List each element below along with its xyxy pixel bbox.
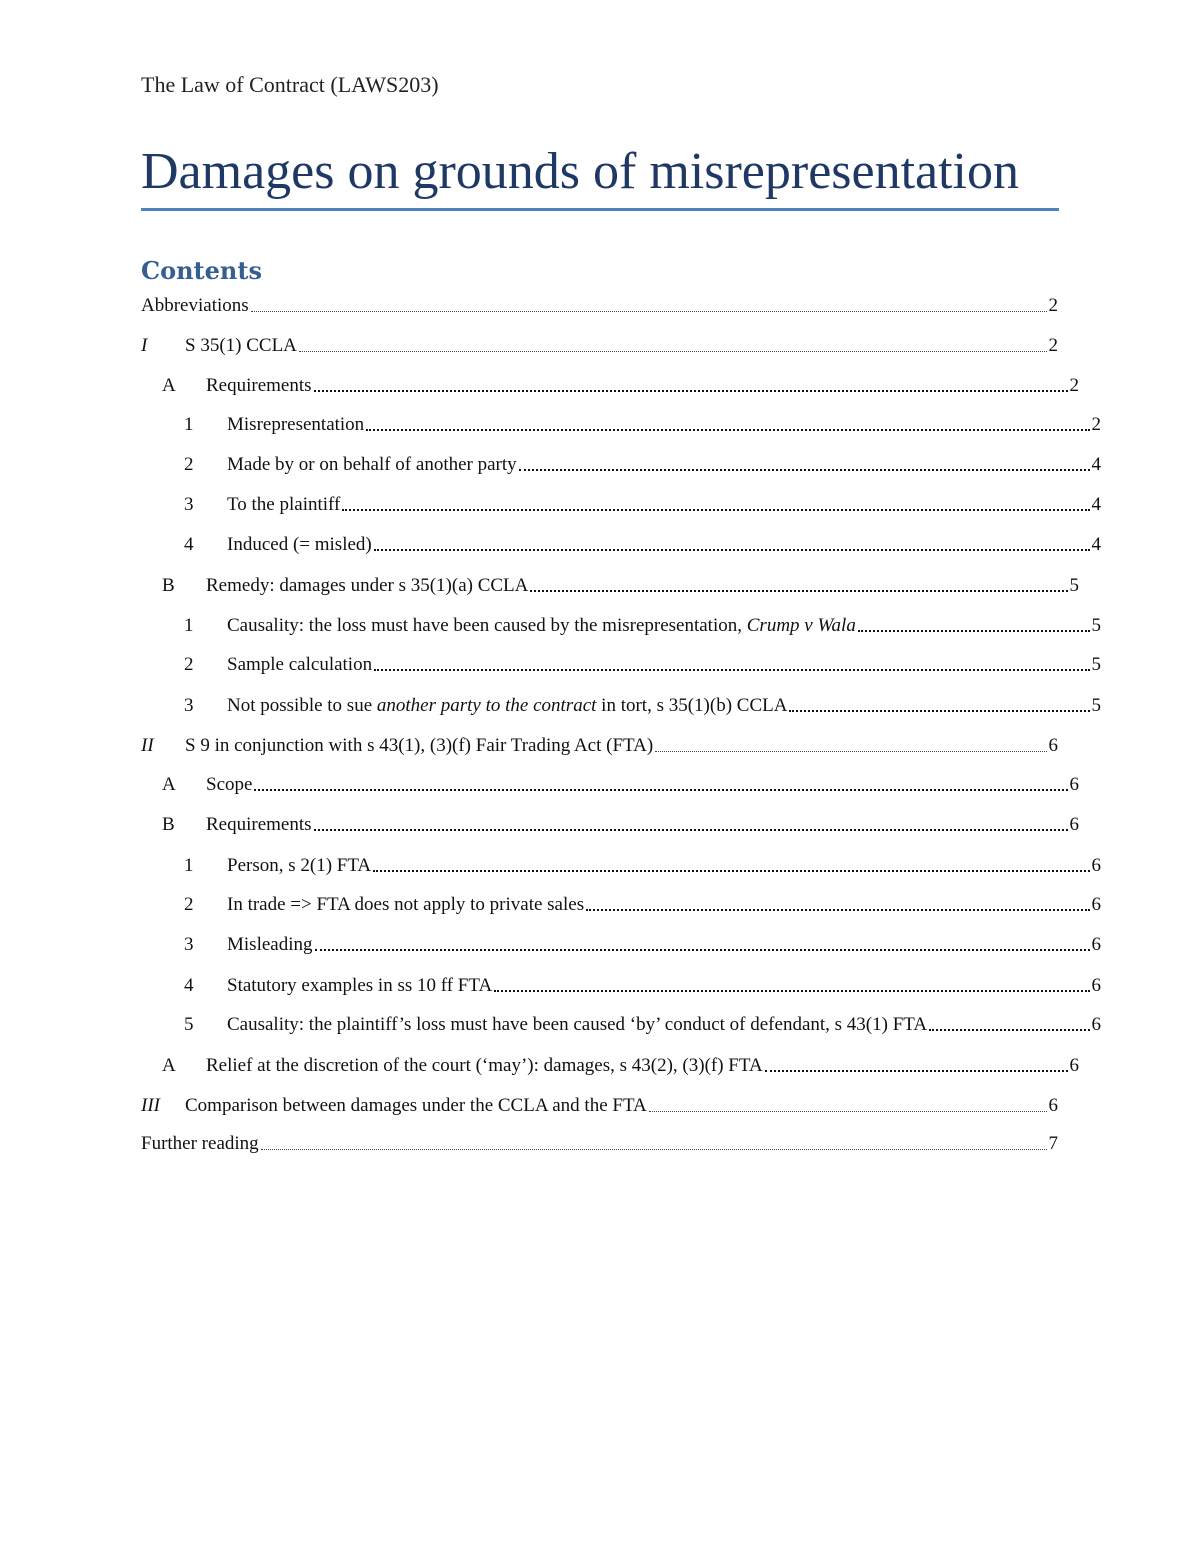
toc-page-number: 6 (1091, 894, 1101, 915)
toc-dot-leader (254, 789, 1067, 791)
toc-page-number: 5 (1069, 575, 1079, 596)
toc-entry[interactable] (141, 447, 1101, 477)
toc-dot-leader (314, 390, 1068, 392)
toc-page-number: 6 (1048, 1095, 1058, 1116)
toc-dot-leader (342, 509, 1089, 511)
toc-page-number: 6 (1069, 774, 1079, 795)
toc-page-number: 4 (1091, 454, 1101, 475)
toc-dot-leader (315, 949, 1090, 951)
toc-entry-title: Induced (= misled) (227, 534, 372, 555)
toc-entry[interactable] (141, 568, 1079, 598)
toc-entry[interactable] (141, 487, 1101, 517)
toc-page-number: 5 (1091, 615, 1101, 636)
toc-entry-title: Statutory examples in ss 10 ff FTA (227, 975, 493, 996)
toc-dot-leader (299, 351, 1047, 352)
toc-page-number: 6 (1069, 814, 1079, 835)
toc-entry-title: Causality: the plaintiff’s loss must have been caused ‘by’ conduct of defendant, s 43(1) FTA (227, 1014, 928, 1035)
toc-dot-leader (314, 829, 1068, 831)
toc-dot-leader (374, 669, 1089, 671)
toc-page-number: 5 (1091, 695, 1101, 716)
toc-page-number: 4 (1091, 534, 1101, 555)
toc-entry-number: II (141, 735, 154, 756)
toc-dot-leader (374, 549, 1090, 551)
toc-entry-title: Remedy: damages under s 35(1)(a) CCLA (206, 575, 529, 596)
toc-entry-title: Person, s 2(1) FTA (227, 855, 372, 876)
toc-dot-leader (929, 1029, 1089, 1031)
toc-entry-number: A (162, 774, 176, 795)
toc-entry-number: A (162, 375, 176, 396)
toc-page-number: 6 (1091, 855, 1101, 876)
toc-entry[interactable] (141, 728, 1058, 758)
toc-entry-number: 3 (184, 934, 194, 955)
toc-page-number: 7 (1048, 1133, 1058, 1154)
toc-heading: Contents (141, 256, 262, 285)
toc-entry[interactable] (141, 807, 1079, 837)
toc-entry-number: 5 (184, 1014, 194, 1035)
toc-entry[interactable] (141, 368, 1079, 398)
toc-entry-title: Scope (206, 774, 253, 795)
toc-entry-title: Made by or on behalf of another party (227, 454, 517, 475)
toc-entry[interactable] (141, 968, 1101, 998)
toc-entry-number: III (141, 1095, 160, 1116)
toc-entry-number: 3 (184, 695, 194, 716)
toc-entry-number: B (162, 575, 175, 596)
toc-page-number: 2 (1048, 335, 1058, 356)
toc-entry-title (227, 694, 787, 718)
toc-page-number: 6 (1048, 735, 1058, 756)
toc-entry-number: 3 (184, 494, 194, 515)
toc-entry[interactable] (141, 1007, 1101, 1037)
toc-page-number: 2 (1069, 375, 1079, 396)
toc-dot-leader (765, 1070, 1068, 1072)
toc-dot-leader (494, 990, 1089, 992)
toc-entry-italic: Crump v Wala (746, 615, 856, 636)
toc-entry-title: Abbreviations (141, 295, 249, 316)
toc-entry-number: 2 (184, 454, 194, 475)
toc-entry-title: Requirements (206, 814, 312, 835)
toc-entry[interactable] (141, 608, 1101, 638)
toc-entry[interactable] (141, 407, 1101, 437)
toc-entry-title: Comparison between damages under the CCLA and the FTA (185, 1095, 647, 1116)
toc-dot-leader (530, 590, 1067, 592)
toc-entry-number: 1 (184, 615, 194, 636)
toc-entry-title: S 9 in conjunction with s 43(1), (3)(f) Fair Trading Act (FTA) (185, 735, 654, 756)
toc-entry-title: S 35(1) CCLA (185, 335, 297, 356)
toc-page-number: 4 (1091, 494, 1101, 515)
toc-page-number: 2 (1091, 414, 1101, 435)
toc-entry[interactable] (141, 848, 1101, 878)
toc-entry-number: I (141, 335, 148, 356)
toc-entry[interactable] (141, 927, 1101, 957)
toc-entry-title: Misleading (227, 934, 313, 955)
toc-dot-leader (655, 751, 1046, 752)
toc-entry-number: 2 (184, 894, 194, 915)
document-title: Damages on grounds of misrepresentation (141, 140, 1059, 211)
toc-entry-number: A (162, 1055, 176, 1076)
toc-dot-leader (519, 469, 1090, 471)
toc-entry-title: Further reading (141, 1133, 259, 1154)
toc-page-number: 6 (1069, 1055, 1079, 1076)
toc-dot-leader (789, 710, 1089, 712)
toc-dot-leader (251, 311, 1047, 312)
toc-dot-leader (649, 1111, 1047, 1112)
toc-entry[interactable] (141, 688, 1101, 718)
toc-entry-number: B (162, 814, 175, 835)
toc-dot-leader (366, 429, 1089, 431)
page-header: The Law of Contract (LAWS203) (141, 72, 439, 97)
toc-entry-text: Causality: the loss must have been caused by the misrepresentation, (227, 615, 747, 636)
toc-entry-text: Not possible to sue (227, 695, 377, 716)
toc-entry[interactable] (141, 288, 1058, 318)
toc-entry-title: Relief at the discretion of the court (‘may’): damages, s 43(2), (3)(f) FTA (206, 1055, 763, 1076)
toc-entry-title: In trade => FTA does not apply to private sales (227, 894, 585, 915)
toc-entry-title: To the plaintiff (227, 494, 341, 515)
toc-entry[interactable] (141, 1088, 1058, 1118)
toc-entry-italic: another party to the contract (376, 695, 597, 716)
toc-entry[interactable] (141, 527, 1101, 557)
toc-entry[interactable] (141, 767, 1079, 797)
toc-entry-title (227, 614, 856, 638)
toc-entry-number: 1 (184, 855, 194, 876)
toc-entry[interactable] (141, 328, 1058, 358)
toc-entry[interactable] (141, 1126, 1058, 1156)
toc-entry-number: 4 (184, 534, 194, 555)
toc-dot-leader (858, 630, 1090, 632)
toc-entry-number: 1 (184, 414, 194, 435)
toc-dot-leader (373, 870, 1089, 872)
toc-entry-title: Requirements (206, 375, 312, 396)
toc-dot-leader (586, 909, 1089, 911)
toc-entry[interactable] (141, 887, 1101, 917)
toc-page-number: 2 (1048, 295, 1058, 316)
toc-entry-text: in tort, s 35(1)(b) CCLA (596, 695, 788, 716)
toc-entry[interactable] (141, 1048, 1079, 1078)
toc-entry-title: Misrepresentation (227, 414, 365, 435)
toc-page-number: 6 (1091, 975, 1101, 996)
toc-entry-number: 2 (184, 654, 194, 675)
toc-entry[interactable] (141, 647, 1101, 677)
toc-page-number: 6 (1091, 1014, 1101, 1035)
toc-entry-title: Sample calculation (227, 654, 373, 675)
toc-dot-leader (261, 1149, 1047, 1150)
toc-entry-number: 4 (184, 975, 194, 996)
toc-page-number: 6 (1091, 934, 1101, 955)
toc-page-number: 5 (1091, 654, 1101, 675)
